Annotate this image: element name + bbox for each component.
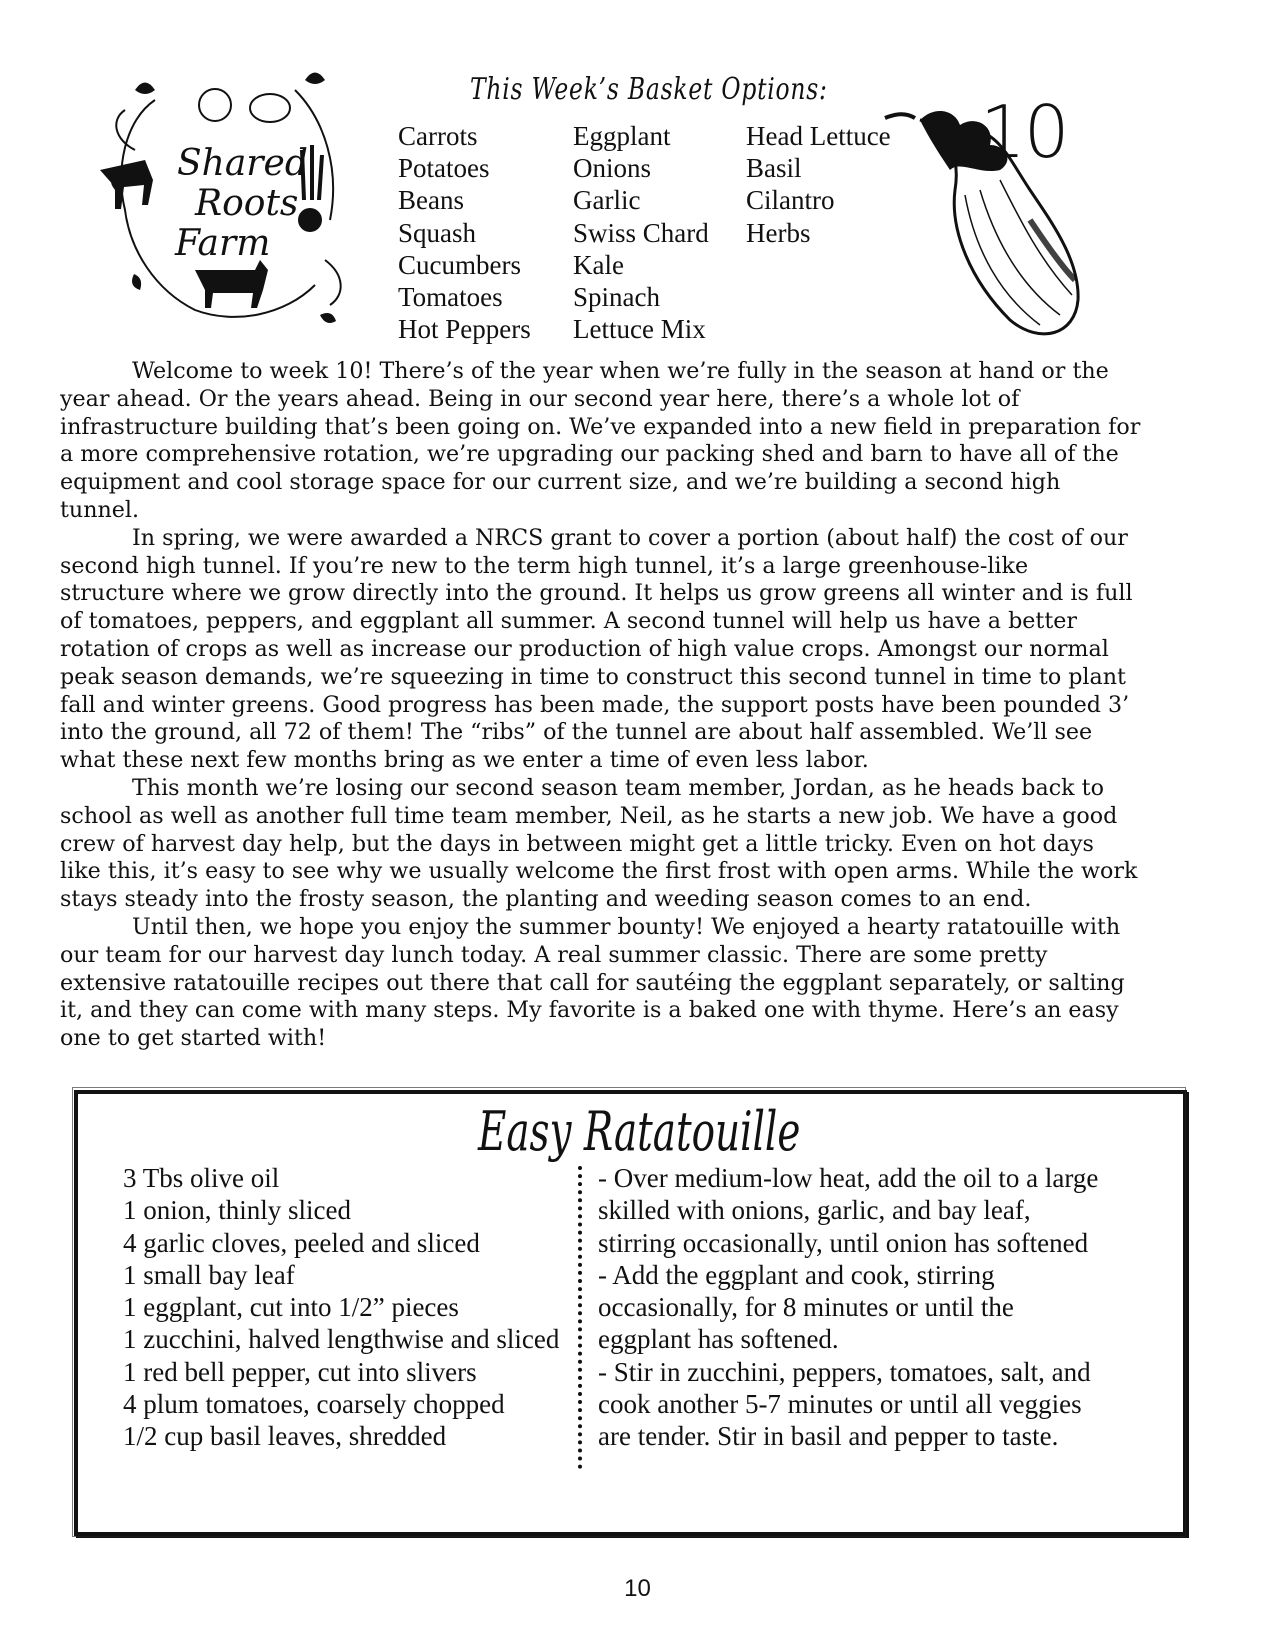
paragraph xyxy=(60,914,1210,1053)
paragraph xyxy=(60,775,1210,914)
text-line: crew of harvest day help, but the days in between might get a little tricky. Even on hot days xyxy=(60,830,1094,857)
basket-item: Hot Peppers xyxy=(398,314,531,345)
logo-line-shared: Shared xyxy=(177,143,308,184)
text-line: cook another 5-7 minutes or until all veggies xyxy=(598,1389,1082,1420)
basket-column-3 xyxy=(746,120,891,249)
basket-item: Beans xyxy=(398,185,464,216)
text-line: Welcome to week 10! There’s of the year when we’re fully in the season at hand or the xyxy=(132,358,1109,384)
text-line: what these next few months bring as we enter a time of even less labor. xyxy=(60,747,869,774)
text-line: eggplant has softened. xyxy=(598,1324,839,1355)
basket-item: Kale xyxy=(573,249,624,280)
text-line: a more comprehensive rotation, we’re upgrading our packing shed and barn to have all of the xyxy=(60,441,1119,468)
basket-item: Cilantro xyxy=(746,185,835,216)
ingredient: 1 red bell pepper, cut into slivers xyxy=(123,1356,477,1387)
text-line: are tender. Stir in basil and pepper to taste. xyxy=(598,1421,1059,1452)
basket-item: Carrots xyxy=(398,121,478,151)
text-line: it, and they can come with many steps. My favorite is a baked one with thyme. Here’s an easy xyxy=(60,997,1119,1024)
paragraph xyxy=(60,525,1210,775)
basket-item: Basil xyxy=(746,153,802,184)
basket-item: Eggplant xyxy=(573,121,671,151)
text-line: structure where we grow directly into the ground. It helps us grow greens all winter and is full xyxy=(60,580,1133,607)
basket-item: Tomatoes xyxy=(398,282,503,313)
text-line: into the ground, all 72 of them! The “ribs” of the tunnel are about half assembled. We’ll see xyxy=(60,719,1093,746)
dotted-divider xyxy=(578,1166,582,1469)
text-line: occasionally, for 8 minutes or until the xyxy=(598,1292,1014,1323)
text-line: one to get started with! xyxy=(60,1025,327,1052)
ingredient: 3 Tbs olive oil xyxy=(123,1163,280,1193)
text-line: skilled with onions, garlic, and bay leaf, xyxy=(598,1195,1031,1226)
ingredient: 1 small bay leaf xyxy=(123,1259,295,1290)
ingredient: 1 zucchini, halved lengthwise and sliced xyxy=(123,1324,560,1355)
basket-item: Spinach xyxy=(573,282,660,313)
text-line: stirring occasionally, until onion has softened xyxy=(598,1227,1089,1258)
basket-item: Herbs xyxy=(746,217,811,248)
week-number: 10 xyxy=(980,90,1068,174)
ingredient: 4 plum tomatoes, coarsely chopped xyxy=(123,1389,505,1420)
basket-column-2 xyxy=(573,120,709,345)
text-line: peak season demands, we’re squeezing in time to construct this second tunnel in time to plant xyxy=(60,663,1126,690)
basket-item: Swiss Chard xyxy=(573,217,709,248)
text-line: our team for our harvest day lunch today. A real summer classic. There are some pretty xyxy=(60,941,1048,968)
paragraph xyxy=(60,358,1210,525)
logo-line-farm: Farm xyxy=(175,223,271,264)
recipe-step xyxy=(598,1259,1158,1356)
basket-item: Potatoes xyxy=(398,153,490,184)
text-line: second high tunnel. If you’re new to the term high tunnel, it’s a large greenhouse-like xyxy=(60,552,1029,579)
basket-item: Head Lettuce xyxy=(746,121,891,151)
text-line: - Add the eggplant and cook, stirring xyxy=(598,1259,995,1290)
text-line: Until then, we hope you enjoy the summer bounty! We enjoyed a hearty ratatouille with xyxy=(132,913,1121,940)
text-line: extensive ratatouille recipes out there that call for sautéing the eggplant separately, or salting xyxy=(60,969,1125,996)
text-line: fall and winter greens. Good progress has been made, the support posts have been pounded 3’ xyxy=(60,691,1130,718)
ingredient-list xyxy=(123,1162,559,1453)
ingredient: 4 garlic cloves, peeled and sliced xyxy=(123,1227,480,1258)
recipe-directions xyxy=(598,1162,1158,1453)
page-number: 10 xyxy=(624,1575,651,1602)
recipe-step xyxy=(598,1162,1158,1259)
text-line: year ahead. Or the years ahead. Being in our second year here, there’s a whole lot of xyxy=(60,385,1020,412)
text-line: of tomatoes, peppers, and eggplant all summer. A second tunnel will help us have a better xyxy=(60,608,1077,635)
text-line: equipment and cool storage space for our current size, and we’re building a second high xyxy=(60,469,1061,496)
basket-item: Garlic xyxy=(573,185,641,216)
text-line: like this, it’s easy to see why we usually welcome the first frost with open arms. While the work xyxy=(60,858,1138,885)
basket-item: Lettuce Mix xyxy=(573,314,706,345)
recipe-box xyxy=(74,1090,1187,1536)
ingredient: 1/2 cup basil leaves, shredded xyxy=(123,1421,447,1452)
text-line: stays steady into the frosty season, the planting and weeding season comes to an end. xyxy=(60,886,1032,913)
ingredient: 1 onion, thinly sliced xyxy=(123,1195,351,1226)
text-line: school as well as another full time team member, Neil, as he starts a new job. We have a good xyxy=(60,802,1118,829)
text-line: In spring, we were awarded a NRCS grant to cover a portion (about half) the cost of our xyxy=(132,524,1128,551)
recipe-step xyxy=(598,1356,1158,1453)
recipe-title: Easy Ratatouille xyxy=(478,1100,801,1163)
text-line: - Stir in zucchini, peppers, tomatoes, salt, and xyxy=(598,1356,1091,1387)
basket-item: Squash xyxy=(398,217,477,248)
basket-options-title: This Week’s Basket Options: xyxy=(470,72,828,107)
basket-item: Onions xyxy=(573,153,652,184)
text-line: infrastructure building that’s been going on. We’ve expanded into a new field in preparation for xyxy=(60,413,1141,440)
shared-roots-farm-logo xyxy=(95,60,350,345)
text-line: rotation of crops as well as increase our production of high value crops. Amongst our normal xyxy=(60,635,1109,662)
text-line: This month we’re losing our second season team member, Jordan, as he heads back to xyxy=(132,774,1104,801)
text-line: - Over medium-low heat, add the oil to a large xyxy=(598,1163,1099,1193)
basket-item: Cucumbers xyxy=(398,249,521,280)
ingredient: 1 eggplant, cut into 1/2” pieces xyxy=(123,1292,459,1323)
logo-line-roots: Roots xyxy=(195,183,299,224)
basket-column-1 xyxy=(398,120,531,345)
newsletter-body xyxy=(60,358,1210,1053)
text-line: tunnel. xyxy=(60,496,140,523)
